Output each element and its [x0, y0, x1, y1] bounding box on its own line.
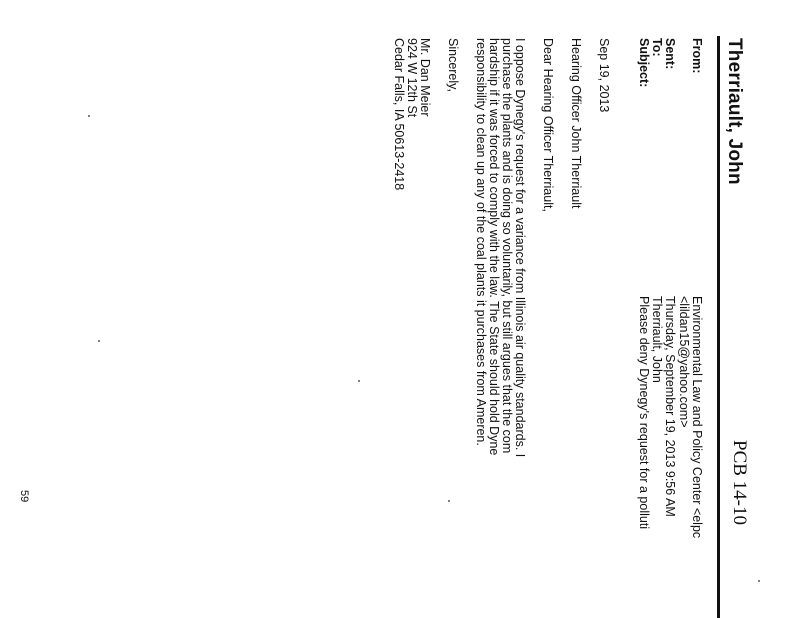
to-value: Therriault, John — [650, 296, 664, 383]
header-rule — [717, 36, 720, 618]
letter-recipient: Hearing Officer John Therriault — [569, 38, 583, 209]
signature-city: Cedar Falls, IA 50613-2418 — [392, 38, 406, 191]
scan-speck — [98, 340, 100, 342]
paragraph-line-1: I oppose Dynegy's request for a variance from Illinois air quality standards. I — [513, 38, 527, 458]
docket-number: PCB 14-10 — [729, 440, 750, 525]
paragraph-line-4: responsibility to clean up any of the coal plants it purchases from Ameren. — [474, 38, 488, 446]
paragraph-line-2: purchase the plants and is doing so voluntarily, but still argues that the com — [500, 38, 514, 454]
letter-salutation: Dear Hearing Officer Therriault, — [541, 38, 555, 212]
to-label: To: — [650, 38, 664, 57]
scan-speck — [448, 500, 450, 502]
subject-label: Subject: — [637, 38, 651, 88]
page-number: 59 — [18, 490, 30, 503]
from-value-line1: Environmental Law and Policy Center <elpc — [690, 296, 704, 539]
scan-speck — [88, 115, 90, 117]
sent-label: Sent: — [663, 38, 677, 70]
paragraph-line-3: hardship if it was forced to comply with the law. The State should hold Dyne — [487, 38, 501, 456]
from-value-line2: <lildan15@yahoo.com> — [677, 296, 691, 428]
subject-value: Please deny Dynegy's request for a polluti — [637, 296, 651, 530]
scan-speck — [758, 580, 760, 582]
scan-speck — [358, 380, 360, 382]
sent-value: Thursday, September 19, 2013 9:56 AM — [663, 296, 677, 517]
letter-date: Sep 19, 2013 — [597, 38, 611, 113]
signature-name: Mr. Dan Meier — [418, 38, 432, 117]
letter-closing: Sincerely, — [446, 38, 460, 92]
recipient-name-header: Therriault, John — [724, 38, 745, 185]
from-label: From: — [690, 38, 704, 74]
signature-street: 924 W 12th St — [405, 38, 419, 118]
